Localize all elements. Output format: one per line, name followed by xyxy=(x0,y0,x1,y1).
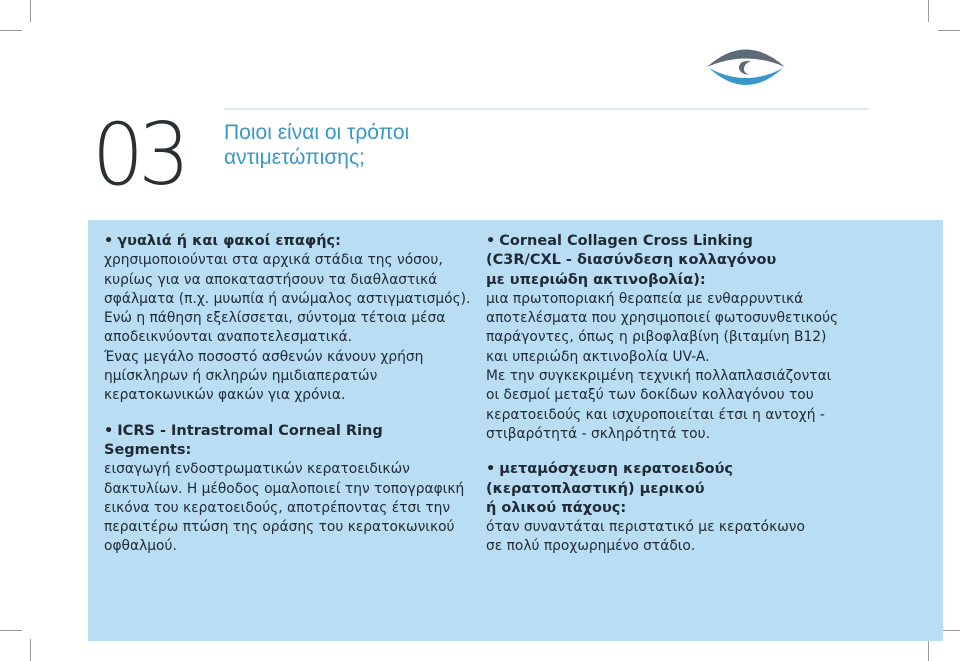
treatment-title xyxy=(486,460,896,518)
header-divider xyxy=(224,108,868,110)
bullet: • xyxy=(104,422,114,439)
treatment-item xyxy=(486,460,896,556)
body-line: Με την συγκεκριμένη τεχνική πολλαπλασιάζονται xyxy=(486,368,832,385)
title-line: με υπεριώδη ακτινοβολία): xyxy=(486,271,706,288)
chapter-number: 03 xyxy=(92,105,185,205)
body-line: περαιτέρω πτώση της οράσης του κερατοκωνικού xyxy=(104,519,455,536)
crop-mark xyxy=(30,639,31,661)
treatment-title xyxy=(486,232,896,290)
body-line: και υπεριώδη ακτινοβολία UV-A. xyxy=(486,348,710,365)
body-line: αποτελέσματα που χρησιμοποιεί φωτοσυνθετικούς xyxy=(486,310,839,327)
treatment-item xyxy=(104,232,484,406)
body-line: οι δεσμοί μεταξύ των δοκίδων κολλαγόνου του xyxy=(486,387,814,404)
title-line: Corneal Collagen Cross Linking xyxy=(499,233,753,249)
body-line: ημίσκληρων ή σκληρών ημιδιαπερατών xyxy=(104,368,378,385)
body-line: σε πολύ προχωρημένο στάδιο. xyxy=(486,538,696,555)
crop-mark xyxy=(928,639,929,661)
body-line: κυρίως για να αποκαταστήσουν τα διαθλαστικά xyxy=(104,271,438,288)
crop-mark xyxy=(30,0,31,22)
title-line: ICRS - Intrastromal Corneal Ring xyxy=(117,422,383,439)
body-line: κερατοειδούς και ισχυροποιείται έτσι η αντοχή - xyxy=(486,406,825,423)
body-line: κερατοκωνικών φακών για χρόνια. xyxy=(104,387,346,404)
treatment-item xyxy=(486,232,896,444)
heading-line: Ποιοι είναι οι τρόποι xyxy=(224,121,410,144)
title-line: (C3R/CXL - διασύνδεση κολλαγόνου xyxy=(486,252,777,269)
treatment-body xyxy=(486,518,896,557)
treatment-title xyxy=(104,422,484,461)
body-line: παράγοντες, όπως η ριβοφλαβίνη (βιταμίνη Β12) xyxy=(486,329,827,346)
title-line: Segments: xyxy=(104,441,192,458)
body-line: Ένας μεγάλο ποσοστό ασθενών κάνουν χρήση xyxy=(104,348,424,365)
body-line: στιβαρότητά - σκληρότητά του. xyxy=(486,425,710,442)
heading-line: αντιμετώπισης; xyxy=(224,146,365,169)
body-line: Ενώ η πάθηση εξελίσσεται, σύντομα τέτοια μέσα xyxy=(104,310,446,327)
eye-logo-icon xyxy=(703,38,789,96)
right-column xyxy=(486,232,896,573)
body-line: χρησιμοποιούνται στα αρχικά στάδια της νόσου, xyxy=(104,252,443,269)
bullet: • xyxy=(104,233,114,249)
title-line: (κερατοπλαστική) μερικού xyxy=(486,480,705,497)
crop-mark xyxy=(0,30,22,31)
title-line: ή ολικού πάχους: xyxy=(486,499,627,516)
title-line: μεταμόσχευση κερατοειδούς xyxy=(499,461,734,478)
treatment-body xyxy=(104,251,484,405)
crop-mark xyxy=(928,0,929,22)
treatment-item xyxy=(104,422,484,557)
treatment-body xyxy=(104,460,484,556)
body-line: δακτυλίων. Η μέθοδος ομαλοποιεί την τοπογραφική xyxy=(104,480,465,497)
left-column xyxy=(104,232,484,573)
body-line: οφθαλμού. xyxy=(104,538,177,555)
body-line: εισαγωγή ενδοστρωματικών κερατοειδικών xyxy=(104,461,410,478)
body-line: μια πρωτοποριακή θεραπεία με ενθαρρυντικά xyxy=(486,290,804,307)
treatment-title xyxy=(104,232,484,251)
title-line: γυαλιά ή και φακοί επαφής: xyxy=(117,233,341,249)
body-line: αποδεικνύονται αναποτελεσματικά. xyxy=(104,329,353,346)
crop-mark xyxy=(0,630,22,631)
body-line: εικόνα του κερατοειδούς, αποτρέποντας έτσι την xyxy=(104,499,451,516)
body-line: όταν συναντάται περιστατικό με κερατόκωνο xyxy=(486,519,805,536)
treatment-body xyxy=(486,290,896,444)
bullet: • xyxy=(486,233,496,249)
crop-mark xyxy=(938,30,960,31)
body-line: σφάλματα (π.χ. μυωπία ή ανώμαλος αστιγματισμός). xyxy=(104,290,471,307)
section-heading xyxy=(224,120,544,170)
bullet: • xyxy=(486,461,496,478)
